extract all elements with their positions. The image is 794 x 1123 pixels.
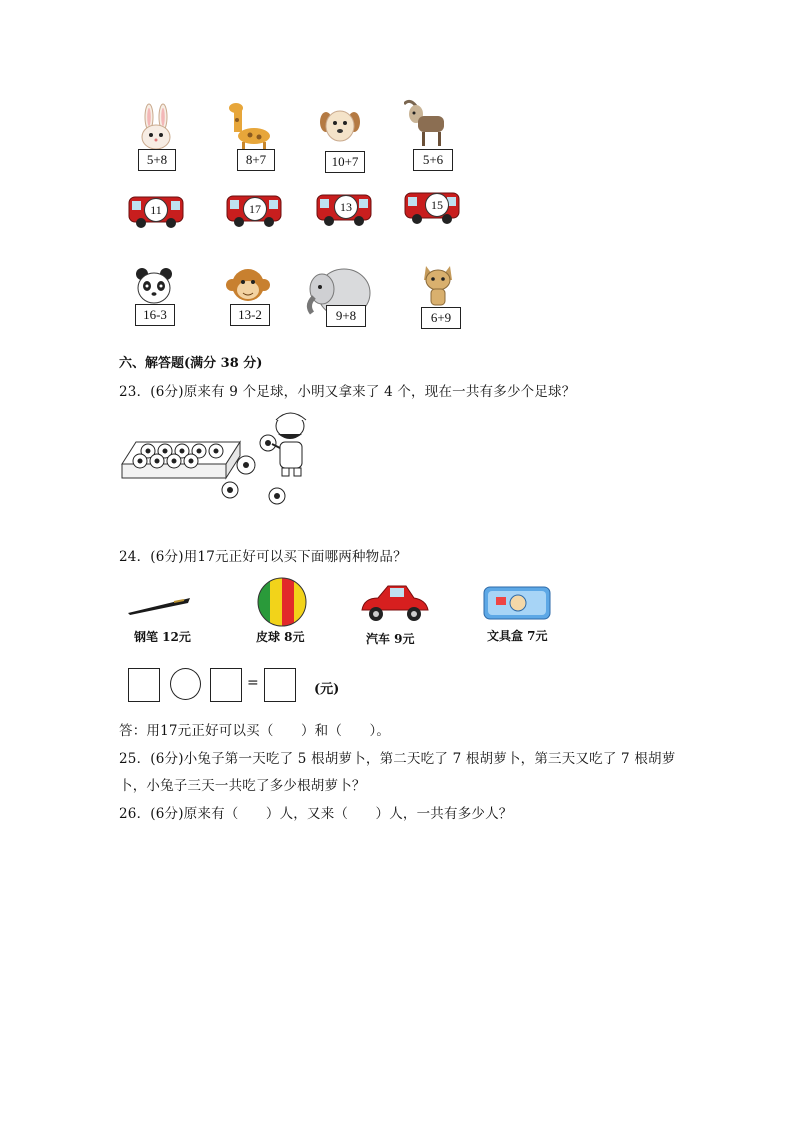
- operator-circle[interactable]: [170, 668, 201, 700]
- panda-icon: [134, 266, 174, 306]
- answer-box[interactable]: [128, 668, 160, 702]
- expression-card: 8+7: [237, 149, 275, 171]
- dog-icon: [318, 104, 362, 148]
- question-25-line-1: 25．(6分)小兔子第一天吃了 5 根胡萝卜，第二天吃了 7 根胡萝卜，第三天又吃了 7 根胡萝: [119, 751, 676, 767]
- ball-icon: [256, 576, 308, 628]
- expression-card: 13-2: [230, 304, 270, 326]
- question-26: 26．(6分)原来有（ ）人，又来（ ）人，一共有多少人？: [119, 806, 513, 822]
- toy-car-icon: [358, 580, 430, 624]
- question-25-line-2: 卜，小兔子三天一共吃了多少根胡萝卜？: [119, 778, 366, 794]
- bus: [404, 190, 460, 226]
- bus: [226, 193, 282, 229]
- question-23: 23．(6分)原来有 9 个足球，小明又拿来了 4 个，现在一共有多少个足球？: [119, 384, 576, 400]
- unit-label: (元): [314, 682, 340, 697]
- rabbit-icon: [136, 103, 176, 149]
- item-label-ball: 皮球 8元: [256, 630, 305, 644]
- monkey-icon: [226, 267, 270, 305]
- item-label-pen: 钢笔 12元: [134, 630, 191, 644]
- answer-line: 答：用17元正好可以买（ ）和（ ）。: [119, 723, 391, 739]
- section-heading: 六、解答题(满分 38 分): [119, 356, 263, 371]
- equals-sign: =: [247, 675, 259, 691]
- bus-number: 13: [334, 195, 358, 219]
- expression-card: 9+8: [326, 305, 366, 327]
- expression-card: 5+6: [413, 149, 453, 171]
- bus: [316, 192, 372, 228]
- cat-icon: [420, 262, 456, 306]
- goat-icon: [404, 98, 450, 148]
- expression-card: 5+8: [138, 149, 176, 171]
- pen-icon: [126, 596, 194, 616]
- expression-card: 16-3: [135, 304, 175, 326]
- giraffe-icon: [226, 100, 274, 150]
- bus-number: 17: [243, 197, 267, 221]
- answer-box[interactable]: [210, 668, 242, 702]
- expression-card: 6+9: [421, 307, 461, 329]
- item-label-car: 汽车 9元: [366, 632, 415, 646]
- bus-number: 11: [144, 198, 168, 222]
- bus-number: 15: [425, 193, 449, 217]
- bus: [128, 194, 184, 230]
- football-illustration: [120, 406, 320, 510]
- pencil-case-icon: [482, 583, 552, 623]
- result-box[interactable]: [264, 668, 296, 702]
- expression-card: 10+7: [325, 151, 365, 173]
- question-24: 24．(6分)用17元正好可以买下面哪两种物品？: [119, 549, 407, 565]
- item-label-pencil-case: 文具盒 7元: [487, 629, 548, 643]
